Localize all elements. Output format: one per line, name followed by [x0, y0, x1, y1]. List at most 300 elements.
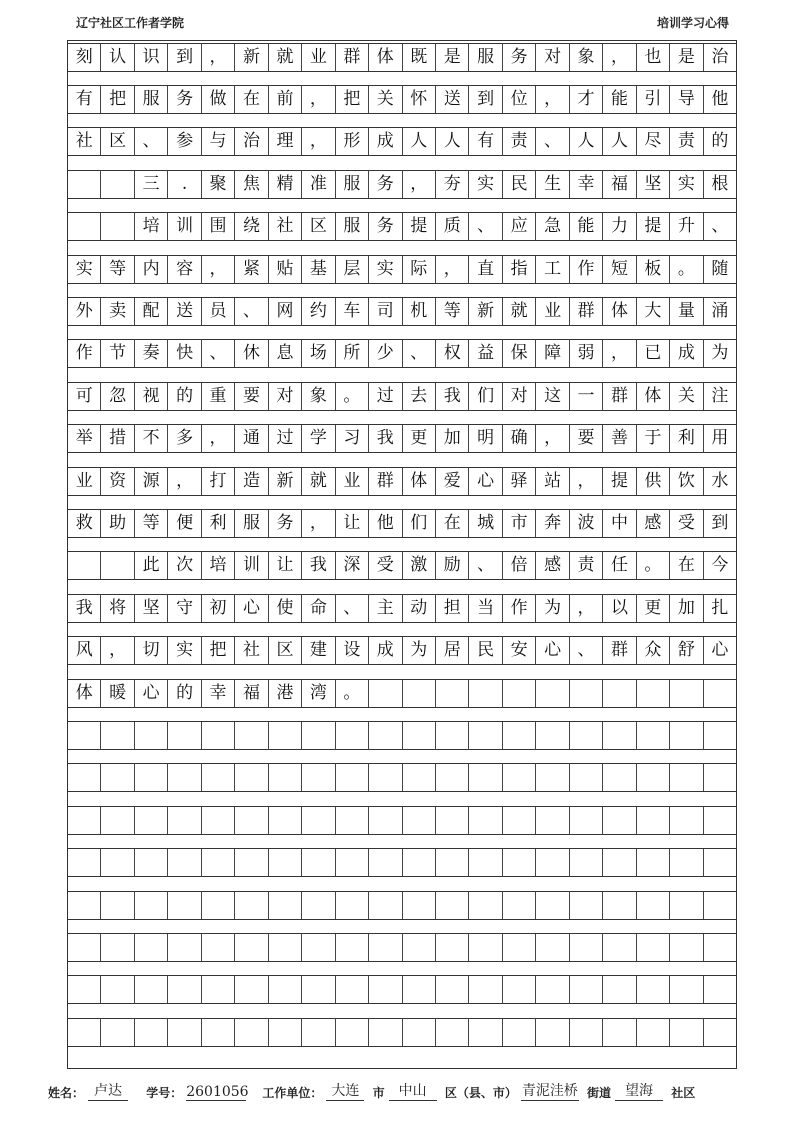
grid-cell: ，	[403, 171, 436, 198]
grid-cell: 们	[403, 510, 436, 537]
grid-cell: 扎	[711, 597, 729, 618]
grid-cell: 做	[202, 86, 235, 113]
grid-cell	[235, 807, 268, 834]
grid-cell	[302, 807, 335, 834]
grid-cell: ，	[603, 340, 636, 367]
grid-cell: 更	[637, 595, 670, 622]
grid-cell: 当	[469, 595, 502, 622]
grid-row	[68, 382, 736, 411]
grid-cell: 机	[403, 298, 436, 325]
grid-cell: 围	[202, 213, 235, 240]
grid-cell	[436, 680, 469, 707]
grid-cell	[503, 976, 536, 1003]
grid-cell: 把	[202, 637, 235, 664]
grid-cell: 实	[168, 637, 201, 664]
grid-cell	[202, 807, 235, 834]
grid-cell: 港	[269, 680, 302, 707]
grid-cell: 人	[403, 128, 436, 155]
grid-cell: 湾	[302, 680, 335, 707]
grid-cell: 驿	[503, 468, 536, 495]
grid-cell	[369, 849, 402, 876]
grid-cell	[68, 892, 101, 919]
grid-cell: 、	[336, 595, 369, 622]
grid-cell	[302, 892, 335, 919]
grid-cell: 尽	[637, 128, 670, 155]
grid-cell	[202, 1019, 235, 1046]
grid-cell	[670, 764, 703, 791]
grid-cell	[603, 934, 636, 961]
grid-cell	[235, 849, 268, 876]
grid-cell: 学	[302, 425, 335, 452]
grid-cell	[503, 1019, 536, 1046]
grid-cell: 便	[168, 510, 201, 537]
grid-cell: 等	[101, 256, 134, 283]
grid-cell	[235, 1019, 268, 1046]
grid-cell: 爱	[436, 468, 469, 495]
grid-cell: 训	[235, 552, 268, 579]
grid-cell: 是	[670, 44, 703, 71]
grid-cell: 对	[269, 383, 302, 410]
grid-row	[68, 255, 736, 284]
grid-cell: 此	[135, 552, 168, 579]
grid-cell: 的	[168, 383, 201, 410]
grid-cell: 也	[637, 44, 670, 71]
grid-cell: 源	[135, 468, 168, 495]
grid-cell: 准	[302, 171, 335, 198]
grid-cell	[670, 892, 703, 919]
grid-cell: 民	[503, 171, 536, 198]
grid-cell: 们	[469, 383, 502, 410]
grid-cell	[101, 1019, 134, 1046]
street-value: 青泥洼桥	[521, 1080, 579, 1101]
grid-cell	[670, 976, 703, 1003]
grid-cell	[469, 892, 502, 919]
grid-cell: 服	[135, 86, 168, 113]
grid-cell: 更	[403, 425, 436, 452]
grid-cell: 指	[503, 256, 536, 283]
grid-cell	[570, 976, 603, 1003]
grid-cell	[536, 892, 569, 919]
grid-cell: 体	[68, 680, 101, 707]
grid-cell: 。	[336, 383, 369, 410]
grid-cell: 三	[135, 171, 168, 198]
grid-cell	[168, 849, 201, 876]
grid-cell: 舒	[670, 637, 703, 664]
grid-cell	[570, 722, 603, 749]
grid-cell: 使	[269, 595, 302, 622]
grid-cell	[536, 722, 569, 749]
grid-cell	[603, 976, 636, 1003]
grid-cell: 关	[369, 86, 402, 113]
grid-row	[68, 848, 736, 877]
grid-cell: 注	[711, 385, 729, 406]
grid-row	[68, 424, 736, 453]
grid-cell	[603, 807, 636, 834]
grid-cell	[570, 1019, 603, 1046]
grid-cell	[436, 764, 469, 791]
grid-cell: 奔	[536, 510, 569, 537]
grid-cell	[704, 934, 736, 961]
grid-cell: 成	[670, 340, 703, 367]
grid-cell: 一	[570, 383, 603, 410]
grid-cell	[336, 934, 369, 961]
grid-cell	[369, 807, 402, 834]
grid-cell: 、	[235, 298, 268, 325]
grid-cell	[101, 976, 134, 1003]
grid-cell: 受	[369, 552, 402, 579]
grid-cell: 实	[670, 171, 703, 198]
grid-cell: 守	[168, 595, 201, 622]
grid-cell: 水	[711, 470, 729, 491]
grid-cell	[503, 934, 536, 961]
grid-cell: 服	[235, 510, 268, 537]
grid-cell	[369, 722, 402, 749]
grid-cell	[302, 764, 335, 791]
grid-cell: 业	[336, 468, 369, 495]
grid-cell	[135, 934, 168, 961]
grid-row	[68, 891, 736, 920]
grid-cell: 众	[637, 637, 670, 664]
grid-cell: 倍	[503, 552, 536, 579]
grid-cell: 已	[637, 340, 670, 367]
grid-cell: 城	[469, 510, 502, 537]
grid-cell: 多	[168, 425, 201, 452]
grid-cell: 是	[436, 44, 469, 71]
grid-cell: 居	[436, 637, 469, 664]
grid-cell: 在	[436, 510, 469, 537]
grid-cell: 治	[711, 46, 729, 67]
grid-cell: 可	[68, 383, 101, 410]
work-unit-label: 工作单位：	[262, 1086, 323, 1100]
district-label: 区（县、市）	[444, 1086, 517, 1100]
grid-cell	[570, 849, 603, 876]
grid-cell	[536, 849, 569, 876]
grid-cell: 过	[269, 425, 302, 452]
grid-cell	[269, 934, 302, 961]
grid-row	[68, 509, 736, 538]
grid-cell: 加	[670, 595, 703, 622]
grid-cell: 夯	[436, 171, 469, 198]
grid-row	[68, 975, 736, 1004]
grid-cell	[302, 976, 335, 1003]
grid-cell	[336, 849, 369, 876]
writing-grid	[67, 40, 737, 1069]
grid-cell	[302, 722, 335, 749]
grid-cell: 心	[711, 640, 729, 661]
grid-cell: 服	[469, 44, 502, 71]
grid-row	[68, 551, 736, 580]
grid-cell	[704, 722, 736, 749]
grid-cell	[336, 764, 369, 791]
grid-cell	[168, 764, 201, 791]
grid-cell: 层	[336, 256, 369, 283]
grid-cell: 涌	[711, 300, 729, 321]
name-value: 卢达	[88, 1080, 128, 1101]
grid-cell	[369, 764, 402, 791]
grid-cell	[135, 892, 168, 919]
grid-cell	[68, 976, 101, 1003]
grid-cell	[68, 934, 101, 961]
grid-cell	[135, 1019, 168, 1046]
grid-cell: 训	[168, 213, 201, 240]
grid-cell: 心	[536, 637, 569, 664]
grid-cell: 群	[603, 637, 636, 664]
grid-cell	[436, 934, 469, 961]
grid-cell: 幸	[202, 680, 235, 707]
grid-cell: 供	[637, 468, 670, 495]
grid-cell: 。	[637, 552, 670, 579]
grid-cell: 坚	[637, 171, 670, 198]
grid-cell	[336, 722, 369, 749]
grid-cell: 视	[135, 383, 168, 410]
grid-cell: 直	[469, 256, 502, 283]
grid-cell: 少	[369, 340, 402, 367]
grid-cell: 让	[336, 510, 369, 537]
grid-cell: 前	[269, 86, 302, 113]
grid-cell: 网	[269, 298, 302, 325]
grid-cell	[135, 764, 168, 791]
grid-cell: 对	[503, 383, 536, 410]
grid-cell: 成	[369, 637, 402, 664]
grid-cell: 际	[403, 256, 436, 283]
grid-cell: 等	[135, 510, 168, 537]
grid-row	[68, 721, 736, 750]
grid-cell: ，	[570, 595, 603, 622]
grid-cell	[168, 722, 201, 749]
grid-cell: 主	[369, 595, 402, 622]
grid-cell	[235, 764, 268, 791]
grid-cell: 紧	[235, 256, 268, 283]
grid-cell: 权	[436, 340, 469, 367]
grid-cell	[168, 892, 201, 919]
grid-cell: 力	[603, 213, 636, 240]
grid-cell	[436, 722, 469, 749]
grid-cell: 业	[536, 298, 569, 325]
grid-cell	[369, 934, 402, 961]
grid-cell	[536, 807, 569, 834]
grid-cell: ，	[202, 256, 235, 283]
grid-cell	[670, 934, 703, 961]
grid-cell: 、	[570, 637, 603, 664]
grid-cell	[403, 764, 436, 791]
grid-cell	[503, 849, 536, 876]
grid-cell: 益	[469, 340, 502, 367]
grid-row	[68, 127, 736, 156]
grid-cell: 以	[603, 595, 636, 622]
grid-cell: 培	[135, 213, 168, 240]
grid-cell: 车	[336, 298, 369, 325]
grid-cell	[336, 807, 369, 834]
grid-cell	[603, 764, 636, 791]
grid-cell: 节	[101, 340, 134, 367]
grid-cell: 焦	[235, 171, 268, 198]
grid-cell	[503, 892, 536, 919]
grid-cell: 、	[202, 340, 235, 367]
grid-cell: 作	[570, 256, 603, 283]
grid-cell: ，	[536, 86, 569, 113]
grid-cell	[336, 1019, 369, 1046]
grid-cell	[403, 680, 436, 707]
grid-cell	[202, 976, 235, 1003]
grid-cell: 过	[369, 383, 402, 410]
grid-cell	[670, 849, 703, 876]
grid-cell	[235, 892, 268, 919]
grid-cell: 、	[135, 128, 168, 155]
grid-cell	[469, 764, 502, 791]
grid-cell: 实	[68, 256, 101, 283]
grid-cell: 务	[369, 213, 402, 240]
grid-cell	[637, 976, 670, 1003]
grid-cell: 在	[670, 552, 703, 579]
grid-cell	[235, 934, 268, 961]
grid-cell: 认	[101, 44, 134, 71]
grid-cell: 不	[135, 425, 168, 452]
grid-cell: 人	[570, 128, 603, 155]
grid-cell: 用	[711, 428, 729, 449]
grid-row	[68, 43, 736, 72]
grid-cell: 、	[469, 552, 502, 579]
grid-cell	[570, 892, 603, 919]
grid-cell	[101, 807, 134, 834]
grid-cell	[68, 171, 101, 198]
grid-cell: 内	[135, 256, 168, 283]
grid-cell: 提	[637, 213, 670, 240]
grid-cell	[403, 976, 436, 1003]
grid-cell: 快	[168, 340, 201, 367]
grid-cell: 形	[336, 128, 369, 155]
grid-cell	[603, 722, 636, 749]
grid-cell: 措	[101, 425, 134, 452]
city-label: 市	[372, 1086, 385, 1100]
grid-cell: ，	[436, 256, 469, 283]
grid-cell: 。	[336, 680, 369, 707]
grid-cell	[704, 680, 736, 707]
grid-cell	[637, 849, 670, 876]
grid-cell	[202, 849, 235, 876]
grid-cell	[168, 934, 201, 961]
grid-cell: 让	[269, 552, 302, 579]
grid-cell: 与	[202, 128, 235, 155]
grid-cell	[403, 1019, 436, 1046]
grid-cell: 新	[469, 298, 502, 325]
grid-cell	[235, 722, 268, 749]
grid-cell: 就	[269, 44, 302, 71]
grid-cell: 把	[336, 86, 369, 113]
grid-cell	[704, 976, 736, 1003]
grid-cell	[603, 849, 636, 876]
grid-cell: 提	[603, 468, 636, 495]
grid-cell	[503, 680, 536, 707]
grid-cell: 休	[235, 340, 268, 367]
grid-cell: 将	[101, 595, 134, 622]
grid-cell: 约	[302, 298, 335, 325]
grid-cell: 生	[536, 171, 569, 198]
grid-cell: 受	[670, 510, 703, 537]
grid-cell: 服	[336, 171, 369, 198]
grid-row	[68, 170, 736, 199]
grid-cell: 利	[670, 425, 703, 452]
grid-cell	[637, 1019, 670, 1046]
grid-row	[68, 933, 736, 962]
grid-cell	[202, 764, 235, 791]
grid-cell: 关	[670, 383, 703, 410]
grid-cell	[469, 680, 502, 707]
grid-cell: 理	[269, 128, 302, 155]
grid-cell	[269, 807, 302, 834]
grid-cell	[536, 1019, 569, 1046]
grid-cell: 大	[637, 298, 670, 325]
city-value: 大连	[326, 1080, 364, 1101]
grid-cell	[168, 1019, 201, 1046]
document-type-header: 培训学习心得	[656, 16, 729, 30]
id-label: 学号：	[146, 1086, 183, 1100]
grid-cell: 外	[68, 298, 101, 325]
grid-cell	[101, 934, 134, 961]
grid-cell: 区	[269, 637, 302, 664]
grid-cell	[637, 807, 670, 834]
grid-cell: 作	[503, 595, 536, 622]
grid-cell	[269, 722, 302, 749]
grid-cell	[269, 976, 302, 1003]
grid-cell	[302, 849, 335, 876]
grid-cell	[603, 1019, 636, 1046]
grid-cell	[670, 807, 703, 834]
grid-cell: 要	[235, 383, 268, 410]
grid-cell: 根	[711, 173, 729, 194]
grid-cell: 市	[503, 510, 536, 537]
community-value: 望海	[615, 1080, 663, 1101]
grid-cell: 忽	[101, 383, 134, 410]
grid-cell: 息	[269, 340, 302, 367]
grid-cell: 波	[570, 510, 603, 537]
street-label: 街道	[587, 1086, 612, 1100]
grid-cell: 站	[536, 468, 569, 495]
grid-cell: 送	[436, 86, 469, 113]
grid-cell: 利	[202, 510, 235, 537]
grid-cell: 基	[302, 256, 335, 283]
grid-cell	[101, 722, 134, 749]
grid-row	[68, 212, 736, 241]
grid-cell	[469, 807, 502, 834]
grid-cell	[68, 849, 101, 876]
grid-cell: 初	[202, 595, 235, 622]
grid-cell: 奏	[135, 340, 168, 367]
grid-cell: 短	[603, 256, 636, 283]
grid-cell: 习	[336, 425, 369, 452]
grid-row	[68, 636, 736, 665]
grid-cell: 、	[469, 213, 502, 240]
grid-cell: 精	[269, 171, 302, 198]
grid-cell	[101, 764, 134, 791]
grid-cell	[135, 807, 168, 834]
grid-cell: 为	[711, 343, 729, 364]
grid-cell: 在	[235, 86, 268, 113]
academy-header: 辽宁社区工作者学院	[76, 16, 185, 30]
grid-cell: 保	[503, 340, 536, 367]
grid-cell: 升	[670, 213, 703, 240]
grid-cell: 、	[711, 216, 729, 237]
grid-cell: 明	[469, 425, 502, 452]
grid-row	[68, 763, 736, 792]
grid-cell: 通	[235, 425, 268, 452]
grid-cell: 务	[269, 510, 302, 537]
grid-cell: 刻	[68, 44, 101, 71]
grid-cell: 资	[101, 468, 134, 495]
grid-cell: 能	[603, 86, 636, 113]
grid-cell: 为	[536, 595, 569, 622]
grid-cell: 助	[101, 510, 134, 537]
grid-cell: 责	[570, 552, 603, 579]
